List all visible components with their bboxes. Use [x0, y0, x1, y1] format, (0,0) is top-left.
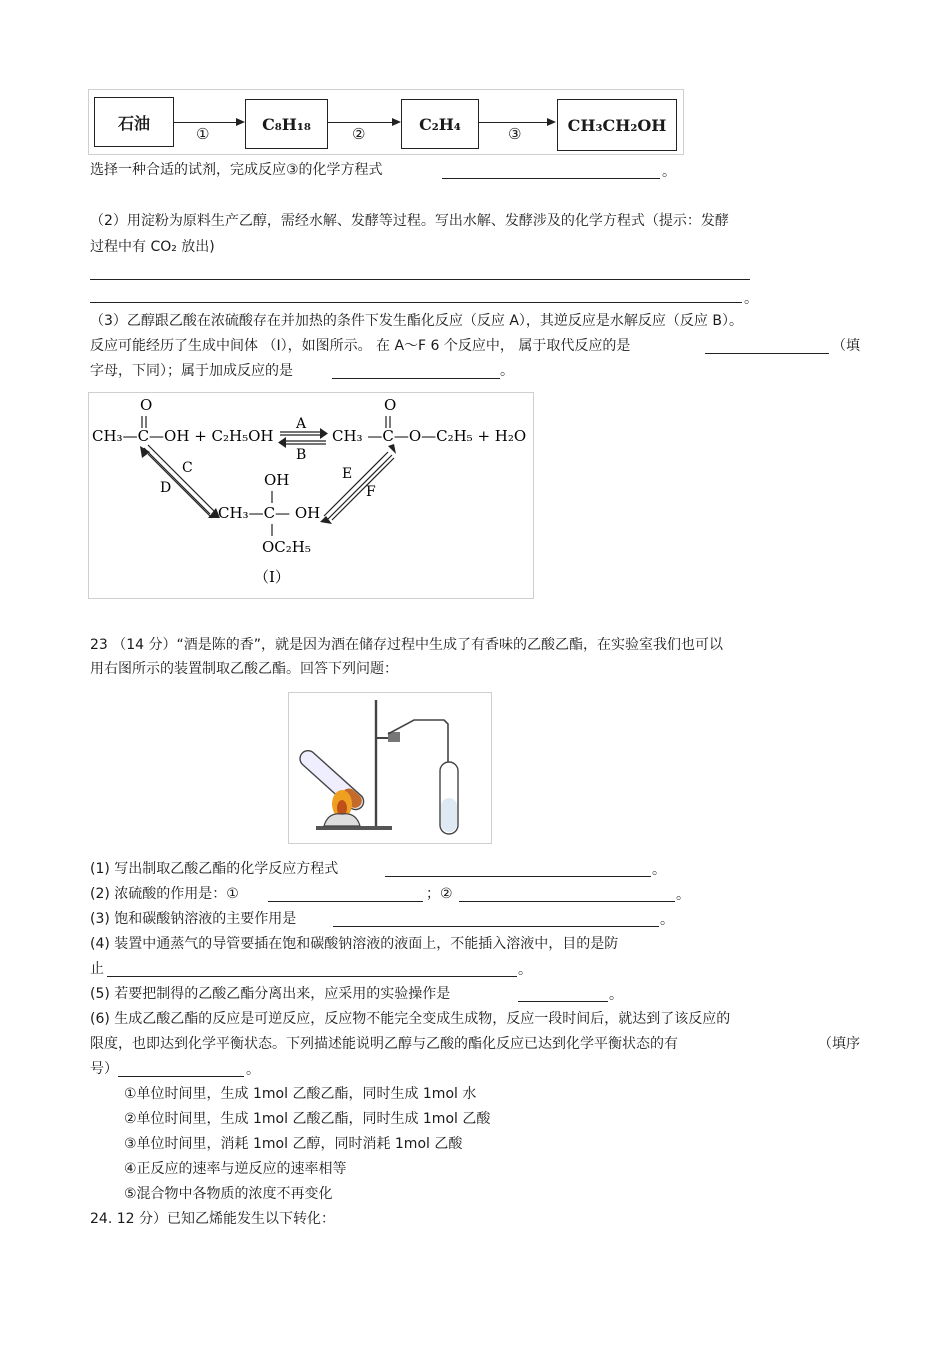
ester-carbonyl-o: O — [384, 396, 397, 414]
flow-arrow-2 — [328, 122, 394, 123]
s6-line2-end: （填序 — [818, 1036, 860, 1052]
flow-step-3: ③ — [508, 125, 522, 143]
q24-text: 24. 12 分）已知乙烯能发生以下转化： — [90, 1211, 335, 1227]
flow-arrowhead-1 — [236, 118, 245, 126]
flow-arrowhead-3 — [547, 118, 556, 126]
ester-and-water: CH₃ —C—O—C₂H₅ + H₂O — [332, 427, 527, 445]
flow-arrow-1 — [174, 122, 238, 123]
s4-line2: 止 — [90, 961, 104, 977]
label-c: C — [182, 460, 193, 476]
s3-text: (3) 饱和碳酸钠溶液的主要作用是 — [90, 911, 297, 927]
s2-answer-blank-1[interactable] — [268, 901, 423, 902]
q3-addition-blank[interactable] — [332, 378, 500, 379]
flow-arrowhead-2 — [392, 118, 401, 126]
q2-answer-line2[interactable] — [90, 302, 742, 303]
flow-box-octane: C₈H₁₈ — [245, 99, 328, 149]
label-f: F — [366, 484, 376, 500]
s6-end: 。 — [246, 1062, 260, 1078]
s6-line3: 号） — [90, 1061, 118, 1077]
flow-step-1: ① — [196, 125, 210, 143]
intermediate-oh-top: OH — [264, 471, 290, 489]
q2-line2: 过程中有 CO₂ 放出) — [90, 239, 215, 255]
flow-arrow-3 — [479, 122, 549, 123]
q3-substitution-blank[interactable] — [705, 353, 829, 354]
s6-line1: (6) 生成乙酸乙酯的反应是可逆反应，反应物不能完全变成生成物，反应一段时间后，就达到了该反应的 — [90, 1011, 731, 1027]
q3-line2: 反应可能经历了生成中间体 （I），如图所示。 在 A～F 6 个反应中， 属于取代反应的是 — [90, 338, 631, 354]
option-4: ④正反应的速率与逆反应的速率相等 — [124, 1161, 347, 1177]
s2-text: (2) 浓硫酸的作用是：① — [90, 886, 239, 902]
q1-answer-blank[interactable] — [442, 178, 660, 179]
s1-end: 。 — [652, 862, 666, 878]
s5-end: 。 — [609, 987, 623, 1003]
q3-line3-end: 。 — [500, 363, 514, 379]
s4-answer-blank[interactable] — [107, 976, 517, 977]
intermediate-main: CH₃—C— OH — [218, 504, 321, 522]
q23-line1: 23 （14 分）“酒是陈的香”，就是因为酒在储存过程中生成了有香味的乙酸乙酯，在实验室我们也可以 — [90, 637, 724, 653]
q2-answer-line1[interactable] — [90, 279, 750, 280]
s1-answer-blank[interactable] — [385, 876, 651, 877]
option-1: ①单位时间里，生成 1mol 乙酸乙酯，同时生成 1mol 水 — [124, 1086, 477, 1102]
acid-carbonyl-o: O — [140, 396, 153, 414]
flow-box-ethanol: CH₃CH₂OH — [557, 99, 677, 151]
intermediate-oet: OC₂H₅ — [262, 538, 311, 556]
s4-end: 。 — [518, 962, 532, 978]
label-e: E — [342, 466, 353, 482]
s6-line2: 限度，也即达到化学平衡状态。下列描述能说明乙醇与乙酸的酯化反应已达到化学平衡状态的有 — [90, 1036, 678, 1052]
apparatus-illustration — [288, 692, 492, 844]
q1-end: 。 — [662, 164, 676, 180]
q2-end: 。 — [744, 291, 758, 307]
intermediate-label: （Ⅰ） — [254, 568, 290, 586]
s1-text: (1) 写出制取乙酸乙酯的化学反应方程式 — [90, 861, 339, 877]
q3-line2-end: （填 — [832, 338, 860, 354]
s2-sep: ；② — [426, 886, 453, 902]
option-5: ⑤混合物中各物质的浓度不再变化 — [124, 1186, 333, 1202]
s5-answer-blank[interactable] — [518, 1001, 608, 1002]
reaction-scheme — [88, 392, 534, 599]
option-2: ②单位时间里，生成 1mol 乙酸乙酯，同时生成 1mol 乙酸 — [124, 1111, 491, 1127]
s5-text: (5) 若要把制得的乙酸乙酯分离出来，应采用的实验操作是 — [90, 986, 451, 1002]
q23-line2: 用右图所示的装置制取乙酸乙酯。回答下列问题： — [90, 661, 398, 677]
label-a: A — [296, 416, 307, 432]
s3-answer-blank[interactable] — [333, 926, 659, 927]
s2-end: 。 — [676, 887, 690, 903]
flow-step-2: ② — [352, 125, 366, 143]
s2-answer-blank-2[interactable] — [459, 901, 675, 902]
s3-end: 。 — [660, 912, 674, 928]
s6-answer-blank[interactable] — [118, 1076, 244, 1077]
flow-box-ethene: C₂H₄ — [401, 99, 479, 149]
label-b: B — [296, 447, 307, 463]
q3-line3: 字母，下同）；属于加成反应的是 — [90, 363, 293, 379]
s4-line1: (4) 装置中通蒸气的导管要插在饱和碳酸钠溶液的液面上，不能插入溶液中，目的是防 — [90, 936, 619, 952]
q2-line1: （2）用淀粉为原料生产乙醇，需经水解、发酵等过程。写出水解、发酵涉及的化学方程式（提示：发酵 — [90, 213, 729, 229]
acid-and-ethanol: CH₃—C—OH + C₂H₅OH — [92, 427, 274, 445]
option-3: ③单位时间里，消耗 1mol 乙醇，同时消耗 1mol 乙酸 — [124, 1136, 463, 1152]
flow-box-petroleum: 石油 — [94, 97, 174, 147]
label-d: D — [160, 480, 172, 496]
q1-text: 选择一种合适的试剂，完成反应③的化学方程式 — [90, 162, 383, 178]
q3-line1: （3）乙醇跟乙酸在浓硫酸存在并加热的条件下发生酯化反应（反应 A），其逆反应是水解反应（反应 B）。 — [90, 313, 743, 329]
